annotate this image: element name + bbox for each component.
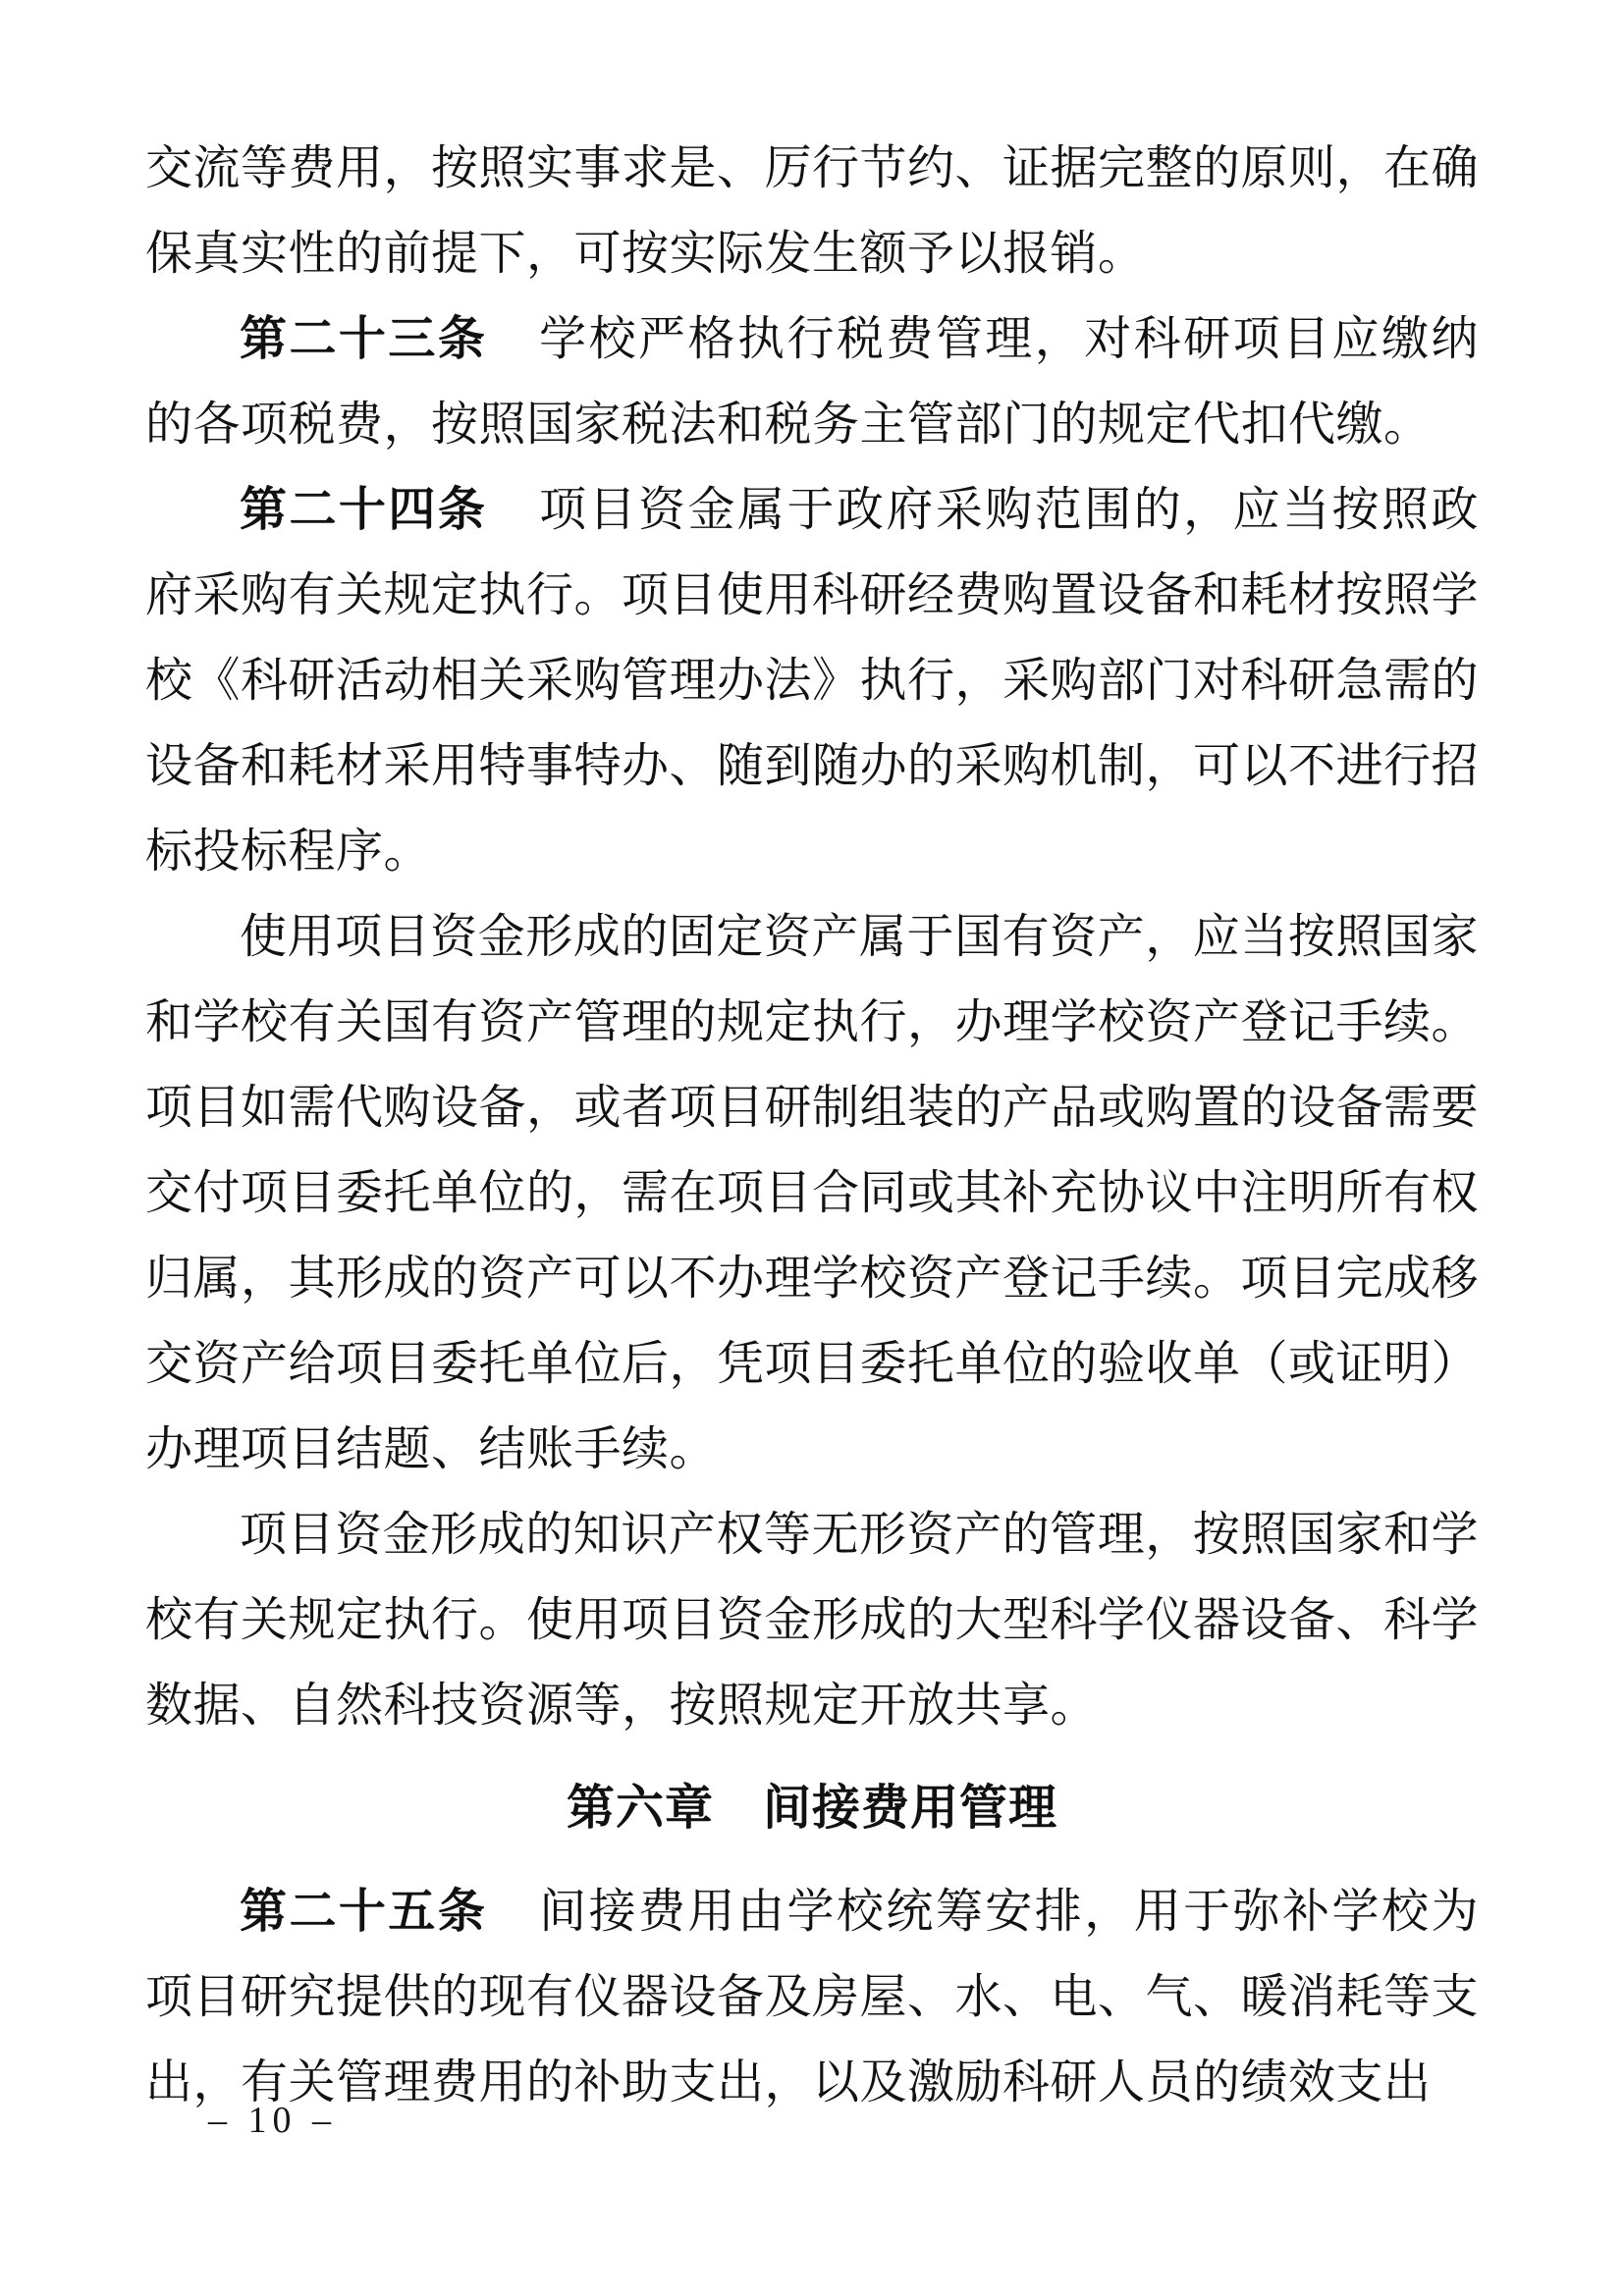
paragraph-reimbursement-text: 交流等费用，按照实事求是、厉行节约、证据完整的原则，在确保真实性的前提下，可按实际发生额予以报销。 <box>145 142 1480 280</box>
paragraph-fixed-assets <box>145 894 1479 1492</box>
article-25-text: 间接费用由学校统筹安排，用于弥补学校为项目研究提供的现有仪器设备及房屋、水、电、气、暖消耗等支出，有关管理费用的补助支出，以及激励科研人员的绩效支出 <box>145 1886 1480 2109</box>
article-23-text: 学校严格执行税费管理，对科研项目应缴纳的各项税费，按照国家税法和税务主管部门的规定代扣代缴。 <box>145 313 1479 451</box>
article-25-number: 第二十五条 <box>240 1886 488 1938</box>
paragraph-article-25 <box>145 1869 1479 2125</box>
article-24-text: 项目资金属于政府采购范围的，应当按照政府采购有关规定执行。项目使用科研经费购置设备和耗材按照学校《科研活动相关采购管理办法》执行，采购部门对科研急需的设备和耗材采用特事特办、随到随办的采购机制，可以不进行招标投标程序。 <box>145 484 1480 878</box>
article-24-number: 第二十四条 <box>240 484 488 536</box>
chapter-6-heading: 第六章 间接费用管理 <box>566 1782 1057 1835</box>
paragraph-intangible-assets <box>145 1492 1479 1748</box>
page-number: – 10 – <box>208 2100 337 2141</box>
document-body <box>145 126 1479 2125</box>
article-23-number: 第二十三条 <box>240 313 488 365</box>
paragraph-intangible-assets-text: 项目资金形成的知识产权等无形资产的管理，按照国家和学校有关规定执行。使用项目资金形成的大型科学仪器设备、科学数据、自然科技资源等，按照规定开放共享。 <box>145 1509 1480 1732</box>
paragraph-reimbursement-continuation <box>145 126 1479 296</box>
paragraph-article-24 <box>145 467 1479 894</box>
paragraph-fixed-assets-text: 使用项目资金形成的固定资产属于国有资产，应当按照国家和学校有关国有资产管理的规定执行，办理学校资产登记手续。项目如需代购设备，或者项目研制组装的产品或购置的设备需要交付项目委托单位的，需在项目合同或其补充协议中注明所有权归属，其形成的资产可以不办理学校资产登记手续。项目完成移交资产给项目委托单位后，凭项目委托单位的验收单（或证明）办理项目结题、结账手续。 <box>145 911 1480 1475</box>
paragraph-article-23 <box>145 296 1479 467</box>
